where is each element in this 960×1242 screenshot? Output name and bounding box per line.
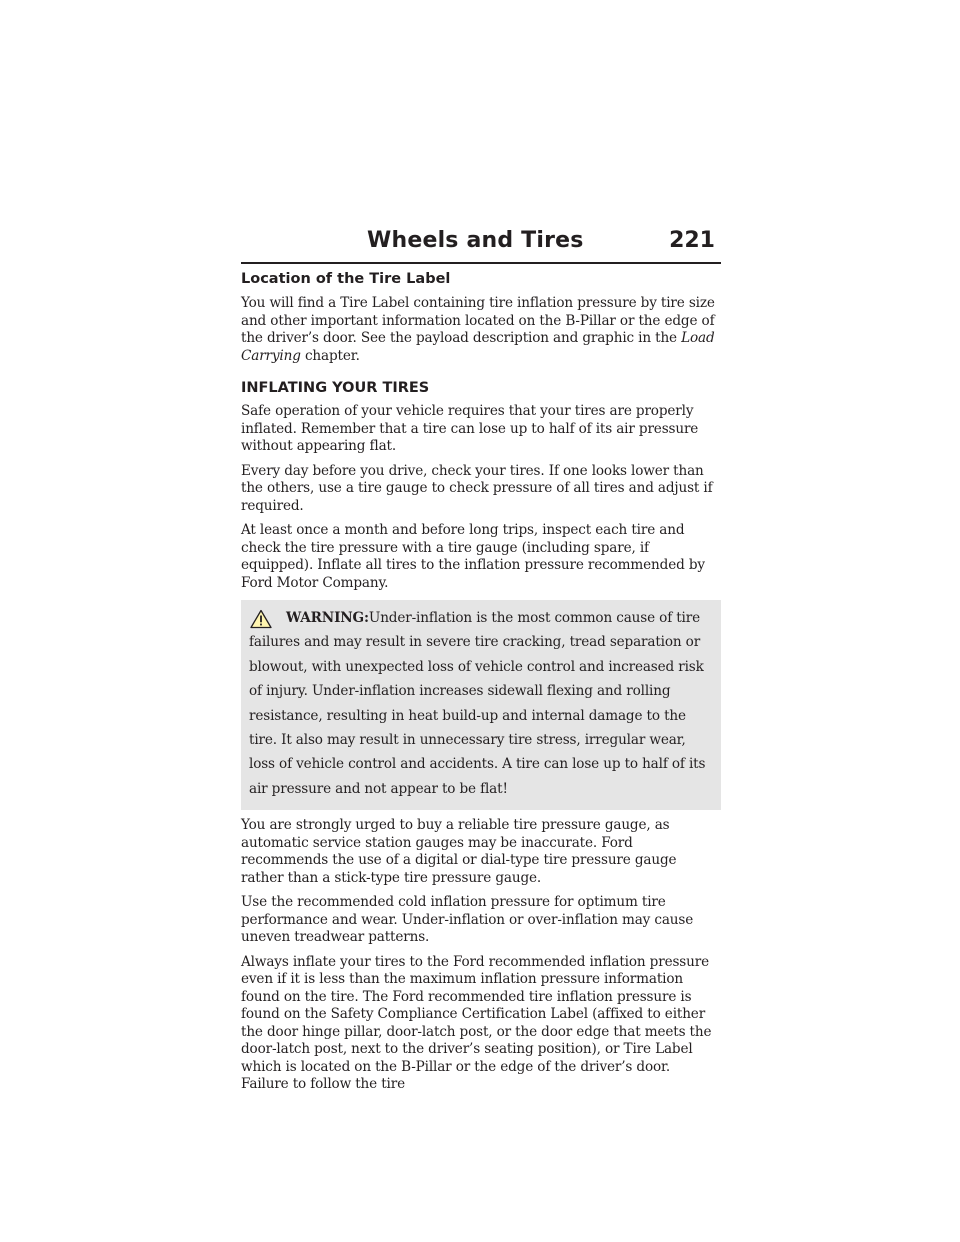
tire-label-body: You will find a Tire Label containing tire inflation pressure by tire size and other important information located on the B-Pillar or the edge of the driver’s door. See the payload description and graphic in the: [241, 295, 715, 346]
load-carrying-reference: Load Carrying: [241, 330, 715, 364]
page-header: [241, 226, 721, 264]
after-warning-paragraph-3: Always inflate your tires to the Ford recommended inflation pressure even if it is less than the maximum inflation pressure information found on the tire. The Ford recommended tire inflation pressure is found on the Safety Compliance Certification Label (affixed to either the door hinge pillar, door-latch post, or the door edge that meets the door-latch post, next to the driver’s seating position), or Tire Label which is located on the B-Pillar or the edge of the driver’s door. Failure to follow the tire: [241, 953, 712, 1093]
warning-triangle-icon: [250, 609, 272, 629]
warning-box: [241, 600, 721, 810]
warning-label: WARNING:: [286, 610, 369, 626]
tire-label-body-end: chapter.: [304, 347, 360, 364]
inflating-paragraph-1: Safe operation of your vehicle requires that your tires are properly inflated. Remember that a tire can lose up to half of its air pressure without appearing flat.: [241, 403, 699, 454]
after-warning-paragraph-1: You are strongly urged to buy a reliable tire pressure gauge, as automatic service station gauges may be inaccurate. Ford recommends the use of a digital or dial-type tire pressure gauge rather than a stick-type tire pressure gauge.: [241, 817, 677, 886]
warning-text: Under-inflation is the most common cause of tire failures and may result in severe tire cracking, tread separation or blowout, with unexpected loss of vehicle control and increased risk of injury. Under-inflation increases sidewall flexing and rolling resistance, resulting in heat build-up and internal damage to the tire. It also may result in unnecessary tire stress, irregular wear, loss of vehicle control and accidents. A tire can lose up to half of its air pressure and not appear to be flat!: [249, 610, 706, 797]
page-number: 221: [669, 228, 715, 253]
inflating-heading: INFLATING YOUR TIRES: [241, 380, 430, 396]
tire-label-paragraph: [241, 295, 721, 365]
after-warning-paragraph-2: Use the recommended cold inflation pressure for optimum tire performance and wear. Under-inflation or over-inflation may cause uneven treadwear patterns.: [241, 894, 694, 946]
inflating-paragraph-2: Every day before you drive, check your tires. If one looks lower than the others, use a tire gauge to check pressure of all tires and adjust if required.: [241, 462, 713, 514]
tire-label-heading: Location of the Tire Label: [241, 271, 451, 287]
page-content: [241, 270, 721, 1101]
inflating-paragraph-3: At least once a month and before long trips, inspect each tire and check the tire pressure with a tire gauge (including spare, if equipped). Inflate all tires to the inflation pressure recommended by Ford Motor Company.: [241, 522, 705, 591]
section-title: Wheels and Tires: [367, 228, 584, 253]
